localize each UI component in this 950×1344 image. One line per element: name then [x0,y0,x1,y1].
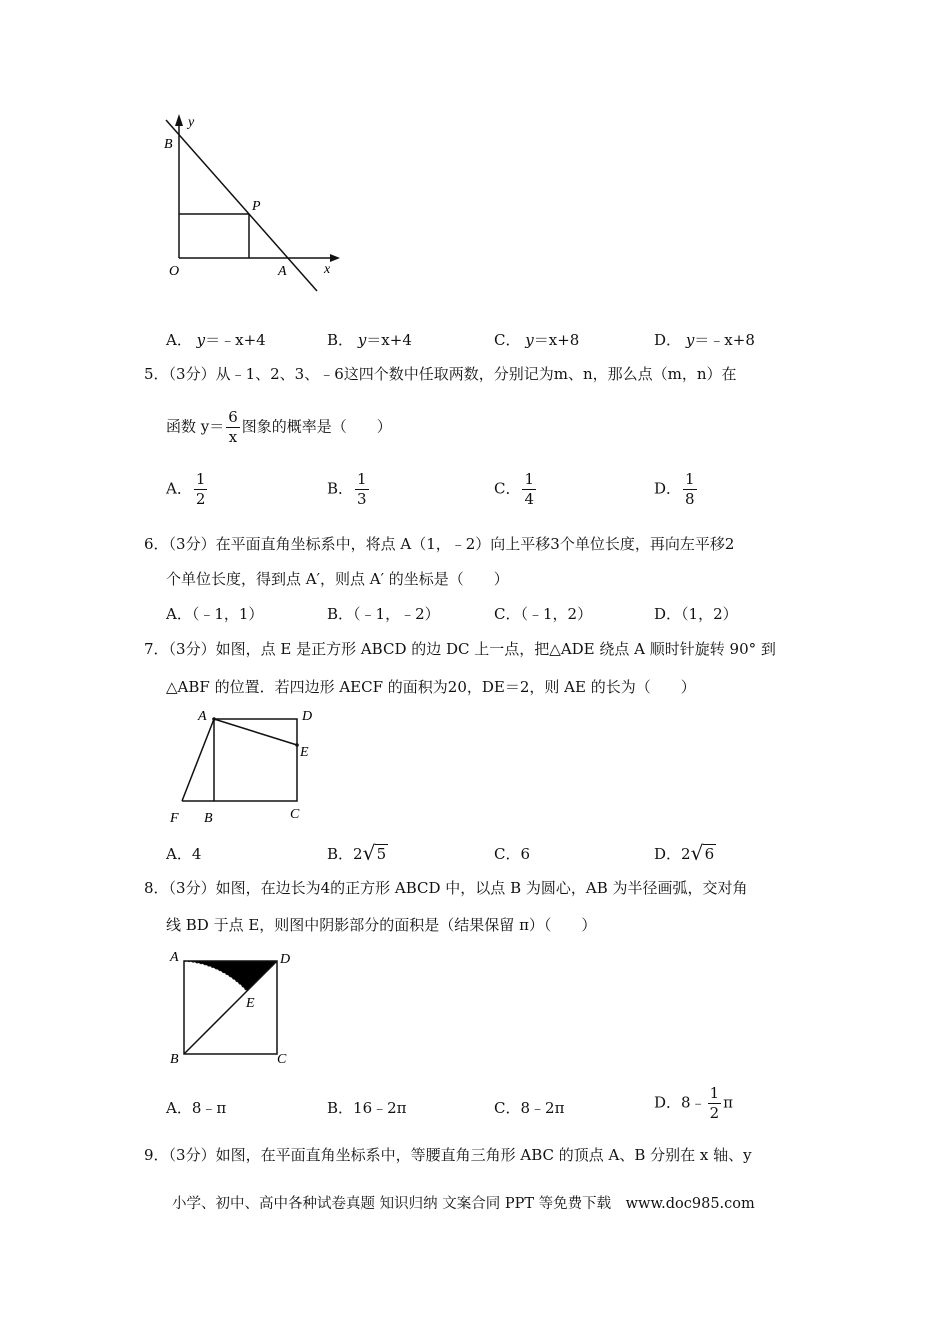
q6-option-b: B．（﹣1，﹣2） [327,605,440,623]
q4-option-b: B． y＝x+4 [327,331,412,349]
q6-line1: 6．（3分）在平面直角坐标系中，将点 A（1，﹣2）向上平移3个单位长度，再向左平移2 [144,535,735,553]
q5-option-a: A． $\frac{1}{2}$ [166,470,206,508]
q5-option-d: D． $\frac{1}{8}$ [654,470,695,508]
fig8-label-A: A [170,950,179,965]
fig8-label-B: B [170,1052,179,1067]
q5-line1: 5．（3分）从﹣1、2、3、﹣6这四个数中任取两数，分别记为m、n，那么点（m，n）在 [144,365,737,383]
fig4-label-A: A [278,264,287,279]
q6-option-c: C．（﹣1，2） [494,605,593,623]
q7-option-b: B．2 √ 5 [327,841,387,865]
fig4-label-O: O [169,264,180,279]
fig7-label-D: D [302,709,313,724]
q8-figure [160,943,300,1073]
q5-line2: 函数 y＝ $\frac{6}{x}$ 图象的概率是（ ） [166,408,392,446]
fig4-label-B: B [164,137,173,152]
q8-option-b: B．16﹣2π [327,1099,407,1117]
q4-figure [160,108,350,298]
q7-option-a: A．4 [166,845,202,863]
q8-line1: 8．（3分）如图，在边长为4的正方形 ABCD 中，以点 B 为圆心，AB 为半径画弧，交对角 [144,879,748,897]
q6-option-a: A．（﹣1，1） [166,605,264,623]
q8-option-c: C．8﹣2π [494,1099,565,1117]
q6-option-d: D．（1，2） [654,605,738,623]
q5-option-b: B． $\frac{1}{3}$ [327,470,367,508]
q8-option-d: D．8﹣ $\frac{1}{2}$ π [654,1084,733,1122]
q4-option-c: C． y＝x+8 [494,331,580,349]
q9-line1: 9．（3分）如图，在平面直角坐标系中，等腰直角三角形 ABC 的顶点 A、B 分别在 x 轴、y [144,1146,752,1164]
q4-option-a: A． y＝﹣x+4 [166,331,266,349]
fig4-label-P: P [252,199,261,214]
page-footer: 小学、初中、高中各种试卷真题 知识归纳 文案合同 PPT 等免费下载 www.doc985.com [172,1196,755,1212]
q5-option-c: C． $\frac{1}{4}$ [494,470,535,508]
q7-option-d: D．2 √ 6 [654,841,715,865]
q7-line1: 7．（3分）如图，点 E 是正方形 ABCD 的边 DC 上一点，把△ADE 绕点 A 顺时针旋转 90° 到 [144,640,776,658]
q7-line2: △ABF 的位置．若四边形 AECF 的面积为20，DE＝2，则 AE 的长为（ ） [166,678,696,696]
fig8-label-E: E [246,996,255,1011]
q7-option-c: C．6 [494,845,531,863]
q7-figure [160,700,330,830]
fig4-label-x: x [324,262,331,277]
q6-line2: 个单位长度，得到点 A′，则点 A′ 的坐标是（ ） [166,570,509,588]
q5-fraction: $\frac{6}{x}$ [228,408,238,446]
fig7-label-C: C [290,807,300,822]
fig8-label-D: D [280,952,291,967]
q8-line2: 线 BD 于点 E，则图中阴影部分的面积是（结果保留 π）（ ） [166,916,597,934]
q8-option-a: A．8﹣π [166,1099,227,1117]
fig7-label-A: A [198,709,207,724]
fig4-label-y: y [188,115,195,130]
q4-option-d: D． y＝﹣x+8 [654,331,755,349]
fig7-label-E: E [300,745,309,760]
fig7-label-B: B [204,811,213,826]
fig8-label-C: C [277,1052,287,1067]
fig7-label-F: F [170,811,179,826]
